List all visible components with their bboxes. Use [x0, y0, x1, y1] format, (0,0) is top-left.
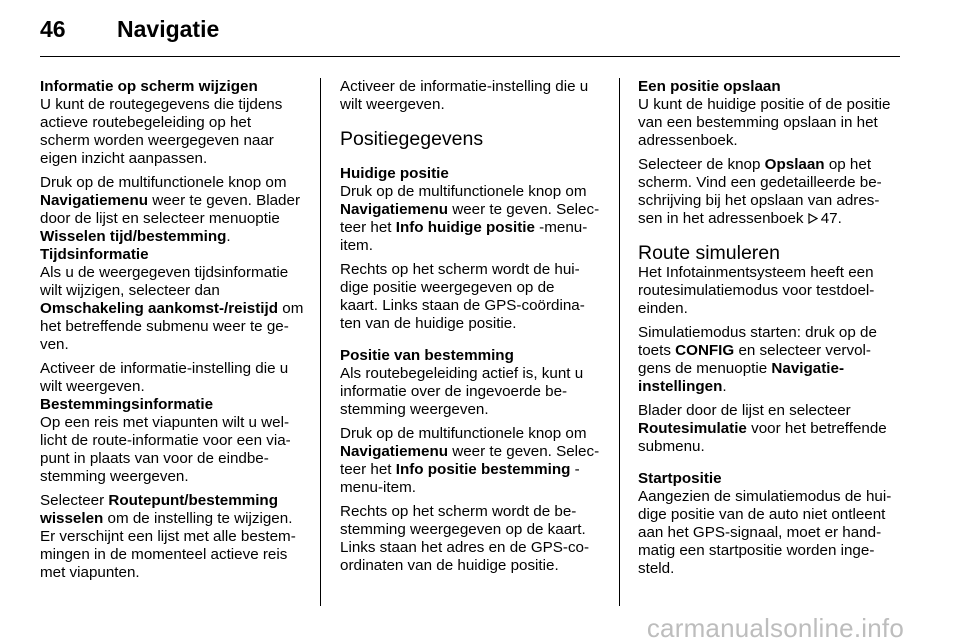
heading-informatie-scherm: Informatie op scherm wijzigen [40, 78, 258, 95]
column-divider [320, 78, 321, 606]
section-heading-positiegegevens: Positiegegevens [340, 128, 484, 150]
heading-positie-opslaan: Een positie opslaan [638, 78, 781, 95]
heading-startpositie: Startpositie [638, 470, 722, 487]
column-1 [40, 78, 306, 588]
paragraph: Selecteer de knop Opslaan op het scherm. Vind een gedetailleerde be- schrijving bij het opslaan van adres- sen in het adressenboek 47. [638, 156, 882, 227]
paragraph: Blader door de lijst en selecteer Routesimulatie voor het betreffende submenu. [638, 402, 887, 455]
paragraph: Het Infotainmentsysteem heeft een routesimulatiemodus voor testdoel- einden. [638, 264, 875, 317]
heading-bestemmingsinformatie: Bestemmingsinformatie [40, 396, 214, 413]
watermark: carmanualsonline.info [646, 613, 904, 643]
column-divider [619, 78, 620, 606]
paragraph: Druk op de multifunctionele knop om Navigatiemenu weer te geven. Selec- teer het Info positie bestemming - menu-item. [340, 425, 600, 496]
paragraph: U kunt de huidige positie of de positie van een bestemming opslaan in het adressenboek. [638, 96, 891, 149]
paragraph: Als routebegeleiding actief is, kunt u informatie over de ingevoerde be- stemming weergeven. [340, 365, 584, 418]
heading-huidige-positie: Huidige positie [340, 165, 449, 182]
paragraph: U kunt de routegegevens die tijdens actieve routebegeleiding op het scherm worden weergegeven naar eigen inzicht aanpassen. [40, 96, 283, 167]
page-reference[interactable]: 47. [820, 210, 842, 227]
paragraph: Rechts op het scherm wordt de hui- dige positie weergegeven op de kaart. Links staan de GPS-coördina- ten van de huidige positie. [340, 261, 585, 332]
paragraph: Op een reis met viapunten wilt u wel- licht de route-informatie voor een via- punt in plaats van voor de eindbe- stemming weergeven. [40, 414, 291, 485]
paragraph: Druk op de multifunctionele knop om Navigatiemenu weer te geven. Blader door de lijst en selecteer menuoptie Wisselen tijd/bestemming. [40, 174, 301, 245]
paragraph: Activeer de informatie-instelling die u wilt weergeven. [40, 360, 289, 395]
header-rule [40, 56, 900, 57]
column-3 [638, 78, 904, 584]
heading-positie-bestemming: Positie van bestemming [340, 347, 514, 364]
paragraph: Activeer de informatie-instelling die u wilt weergeven. [340, 78, 589, 113]
paragraph: Druk op de multifunctionele knop om Navigatiemenu weer te geven. Selec- teer het Info huidige positie -menu- item. [340, 183, 600, 254]
paragraph: Aangezien de simulatiemodus de hui- dige positie van de auto niet ontleent aan het GPS-signaal, moet er hand- matig een startpositie worden inge- steld. [638, 488, 892, 577]
paragraph: Simulatiemodus starten: druk op de toets CONFIG en selecteer vervol- gens de menuoptie Navigatie- instellingen. [638, 324, 877, 395]
heading-tijdsinformatie: Tijdsinformatie [40, 246, 149, 263]
paragraph: Selecteer Routepunt/bestemming wisselen om de instelling te wijzigen. Er verschijnt een lijst met alle bestem- mingen in de momenteel actieve reis met viapunten. [40, 492, 296, 581]
column-2 [340, 78, 606, 581]
page-title: Navigatie [117, 16, 220, 42]
paragraph: Als u de weergegeven tijdsinformatie wilt wijzigen, selecteer dan Omschakeling aankomst-/reistijd om het betreffende submenu weer te ge- ven. [40, 264, 304, 353]
paragraph: Rechts op het scherm wordt de be- stemming weergegeven op de kaart. Links staan het adres en de GPS-co- ordinaten van de huidige positie. [340, 503, 590, 574]
page-header [40, 16, 219, 43]
section-heading-route-simuleren: Route simuleren [638, 242, 780, 264]
arrow-right-outline-icon[interactable] [808, 211, 818, 222]
page-number: 46 [40, 16, 66, 42]
